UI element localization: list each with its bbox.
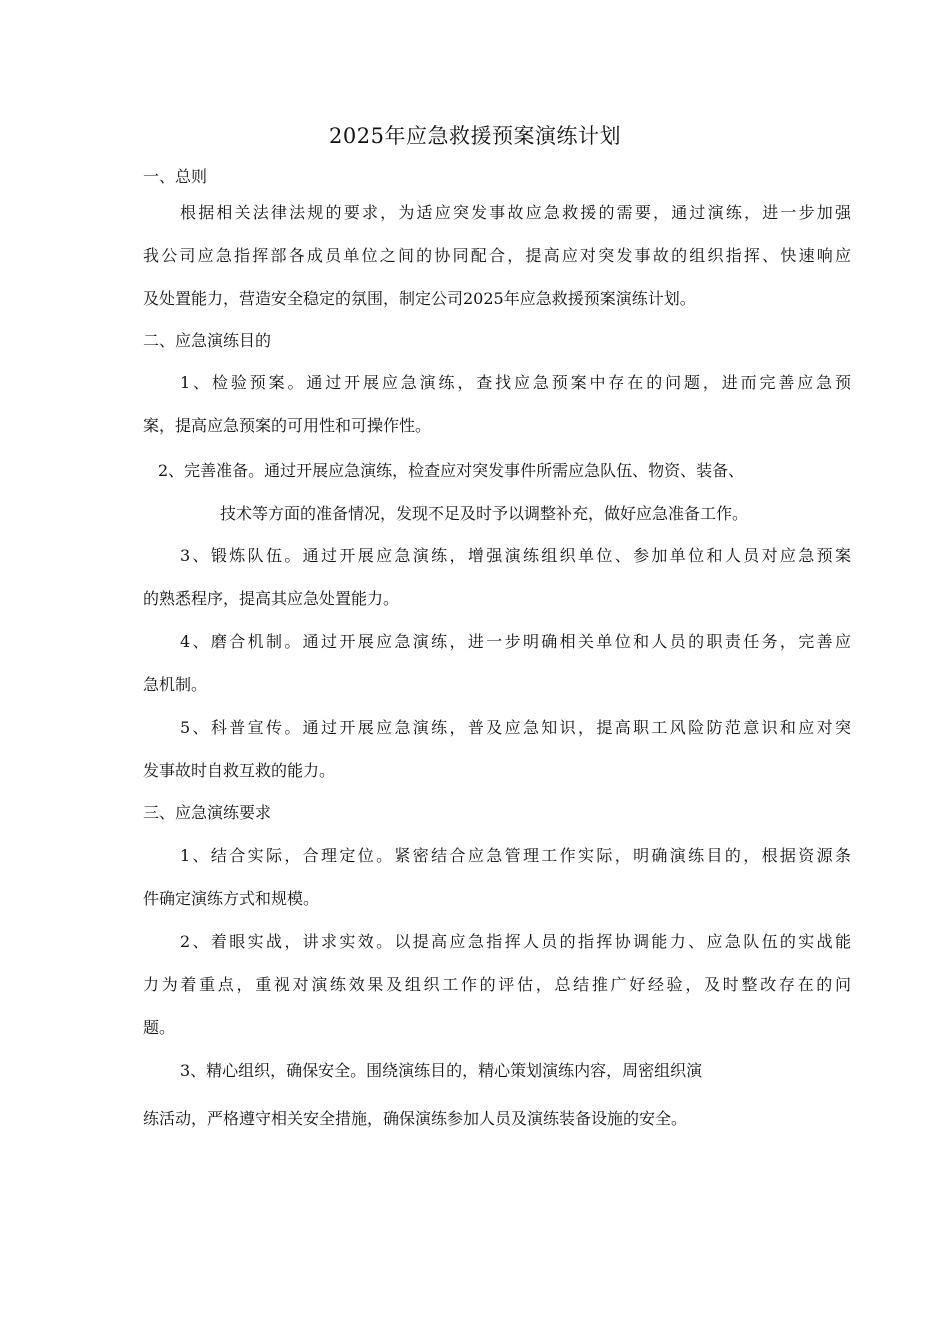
paragraph-line: 急机制。 bbox=[143, 675, 208, 694]
paragraph-line: 发事故时自救互救的能力。 bbox=[143, 761, 336, 780]
section-heading-purpose: 二、应急演练目的 bbox=[143, 331, 272, 350]
paragraph-line: 力为着重点，重视对演练效果及组织工作的评估，总结推广好经验，及时整改存在的问 bbox=[143, 975, 851, 994]
paragraph-line: 5、科普宣传。通过开展应急演练，普及应急知识，提高职工风险防范意识和应对突 bbox=[180, 718, 851, 737]
section-heading-general: 一、总则 bbox=[143, 167, 208, 186]
paragraph-line: 练活动，严格遵守相关安全措施，确保演练参加人员及演练装备设施的安全。 bbox=[143, 1109, 688, 1128]
paragraph-line: 件确定演练方式和规模。 bbox=[143, 889, 320, 908]
paragraph-line: 及处置能力，营造安全稳定的氛围，制定公司2025年应急救援预案演练计划。 bbox=[143, 289, 696, 308]
paragraph-line: 题。 bbox=[143, 1018, 176, 1037]
section-heading-requirements: 三、应急演练要求 bbox=[143, 803, 272, 822]
document-title: 2025年应急救援预案演练计划 bbox=[329, 124, 621, 148]
paragraph-line: 2、着眼实战，讲求实效。以提高应急指挥人员的指挥协调能力、应急队伍的实战能 bbox=[180, 932, 851, 951]
paragraph-line: 1、检验预案。通过开展应急演练，查找应急预案中存在的问题，进而完善应急预 bbox=[180, 373, 851, 392]
paragraph-line: 3、精心组织，确保安全。围绕演练目的，精心策划演练内容，周密组织演 bbox=[180, 1061, 703, 1080]
paragraph-line: 4、磨合机制。通过开展应急演练，进一步明确相关单位和人员的职责任务，完善应 bbox=[180, 632, 851, 651]
paragraph-line: 技术等方面的准备情况，发现不足及时予以调整补充，做好应急准备工作。 bbox=[220, 504, 749, 523]
paragraph-line: 2、完善准备。通过开展应急演练，检查应对突发事件所需应急队伍、物资、装备、 bbox=[158, 461, 745, 480]
paragraph-line: 1、结合实际，合理定位。紧密结合应急管理工作实际，明确演练目的，根据资源条 bbox=[180, 846, 851, 865]
paragraph-line: 案，提高应急预案的可用性和可操作性。 bbox=[143, 416, 432, 435]
paragraph-line: 根据相关法律法规的要求，为适应突发事故应急救援的需要，通过演练，进一步加强 bbox=[180, 203, 851, 222]
paragraph-line: 3、锻炼队伍。通过开展应急演练，增强演练组织单位、参加单位和人员对应急预案 bbox=[180, 546, 851, 565]
paragraph-line: 我公司应急指挥部各成员单位之间的协同配合，提高应对突发事故的组织指挥、快速响应 bbox=[143, 246, 851, 265]
paragraph-line: 的熟悉程序，提高其应急处置能力。 bbox=[143, 589, 400, 608]
